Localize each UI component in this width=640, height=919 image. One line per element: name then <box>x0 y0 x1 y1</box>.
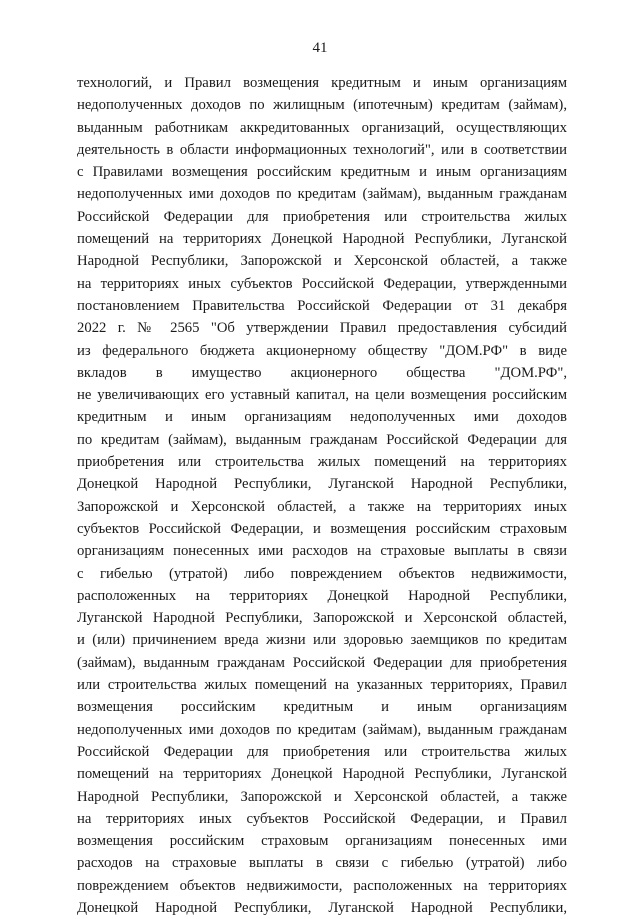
text-line: кредитным и иным организациям недополученных ими доходов <box>77 409 567 426</box>
text-line: Народной Республики, Запорожской и Херсонской областей, а также <box>77 788 567 805</box>
text-line: не увеличивающих его уставный капитал, на цели возмещения российским <box>77 387 567 404</box>
text-line: вкладов в имущество акционерного общества "ДОМ.РФ", <box>77 364 567 381</box>
text-line: недополученных ими доходов по кредитам (займам), выданным гражданам <box>77 186 567 203</box>
text-line: Донецкой Народной Республики, Луганской Народной Республики, <box>77 899 567 916</box>
text-line: приобретения или строительства жилых помещений на территориях <box>77 454 567 471</box>
body-text <box>77 72 567 919</box>
text-line: выданным работникам аккредитованных организаций, осуществляющих <box>77 119 567 136</box>
text-line: или строительства жилых помещений на указанных территориях, Правил <box>77 677 567 694</box>
text-line: по кредитам (займам), выданным гражданам Российской Федерации для <box>77 431 567 448</box>
text-line: деятельность в области информационных технологий", или в соответствии <box>77 141 567 158</box>
text-line: из федерального бюджета акционерному обществу "ДОМ.РФ" в виде <box>77 342 567 359</box>
page-number: 41 <box>312 40 328 56</box>
text-line: на территориях иных субъектов Российской Федерации, и Правил <box>77 810 567 827</box>
text-line: (займам), выданным гражданам Российской Федерации для приобретения <box>77 654 567 671</box>
text-line: и (или) причинением вреда жизни или здоровью заемщиков по кредитам <box>77 632 567 649</box>
text-line: Запорожской и Херсонской областей, а также на территориях иных <box>77 498 567 515</box>
text-line: Луганской Народной Республики, Запорожской и Херсонской областей, <box>77 610 567 627</box>
text-line: повреждением объектов недвижимости, расположенных на территориях <box>77 877 567 894</box>
text-line: постановлением Правительства Российской Федерации от 31 декабря <box>77 297 567 314</box>
text-line: Российской Федерации для приобретения или строительства жилых <box>77 743 567 760</box>
text-line: недополученных ими доходов по кредитам (займам), выданным гражданам <box>77 721 567 738</box>
text-line: 2022 г. № 2565 "Об утверждении Правил предоставления субсидий <box>77 320 567 337</box>
text-line: возмещения российским страховым организациям понесенных ими <box>77 833 567 850</box>
text-line: технологий, и Правил возмещения кредитным и иным организациям <box>77 75 567 91</box>
text-line: недополученных доходов по жилищным (ипотечным) кредитам (займам), <box>77 97 567 114</box>
text-line: организациям понесенных ими расходов на страховые выплаты в связи <box>77 543 567 560</box>
text-line: с гибелью (утратой) либо повреждением объектов недвижимости, <box>77 565 567 582</box>
text-line: помещений на территориях Донецкой Народной Республики, Луганской <box>77 231 567 248</box>
text-line: расположенных на территориях Донецкой Народной Республики, <box>77 587 567 604</box>
text-line: возмещения российским кредитным и иным организациям <box>77 699 567 716</box>
text-line: Донецкой Народной Республики, Луганской Народной Республики, <box>77 476 567 493</box>
text-line: помещений на территориях Донецкой Народной Республики, Луганской <box>77 766 567 783</box>
text-line: Российской Федерации для приобретения или строительства жилых <box>77 208 567 225</box>
text-line: расходов на страховые выплаты в связи с гибелью (утратой) либо <box>77 855 567 872</box>
text-line: с Правилами возмещения российским кредитным и иным организациям <box>77 164 567 181</box>
text-line: Народной Республики, Запорожской и Херсонской областей, а также <box>77 253 567 270</box>
text-line: субъектов Российской Федерации, и возмещения российским страховым <box>77 520 567 537</box>
text-line: на территориях иных субъектов Российской Федерации, утвержденными <box>77 275 567 292</box>
